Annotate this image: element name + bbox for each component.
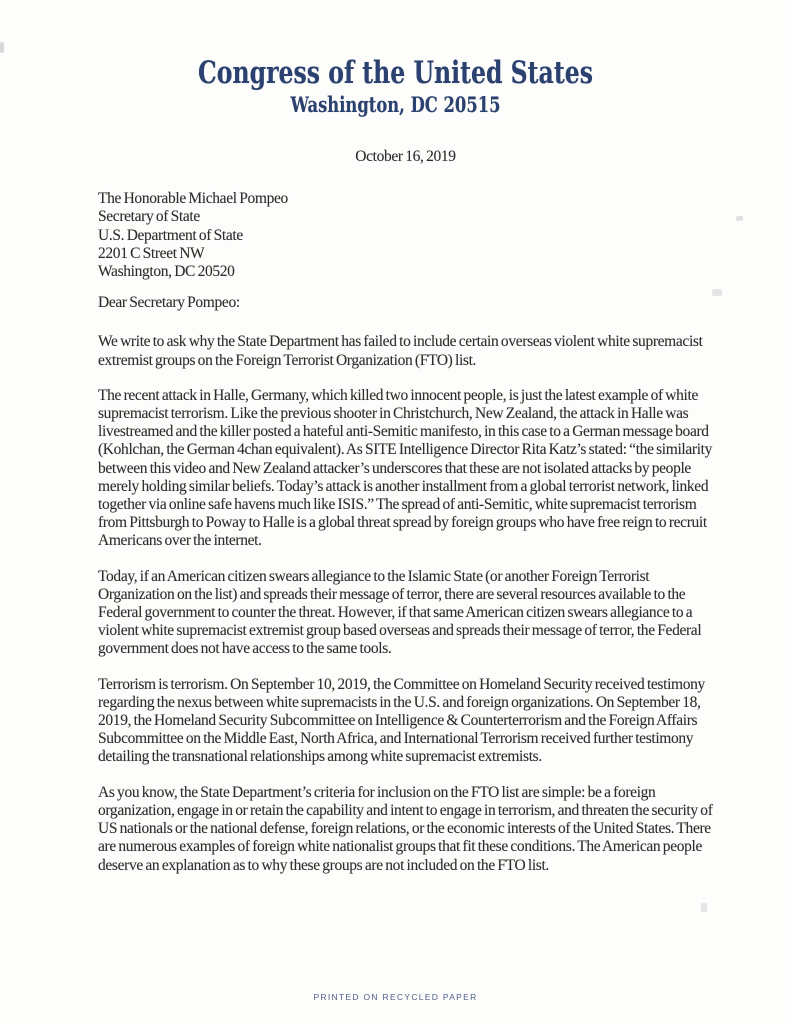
recipient-city: Washington, DC 20520 xyxy=(98,263,235,281)
scan-artifact-left-edge xyxy=(0,42,4,53)
salutation: Dear Secretary Pompeo: xyxy=(98,294,240,312)
recipient-department: U.S. Department of State xyxy=(98,226,243,244)
recipient-address-block xyxy=(98,190,713,281)
scan-artifact-right-2 xyxy=(712,289,722,296)
recipient-name: The Honorable Michael Pompeo xyxy=(98,190,288,208)
scan-artifact-right-3 xyxy=(701,903,707,912)
paragraph-1: We write to ask why the State Department has failed to include certain overseas violent white supremacist extremist groups on the Foreign Terrorist Organization (FTO) list. xyxy=(98,333,703,369)
letter-date: October 16, 2019 xyxy=(355,148,456,165)
paragraph-5: As you know, the State Department’s criteria for inclusion on the FTO list are simple: be a foreign organization, engage in or retain the capability and intent to engage in terrorism, and threaten the security of US nationals or the national defense, foreign relations, or the economic interests of the United States. There are numerous examples of foreign white nationalist groups that fit these conditions. The American people deserve an explanation as to why these groups are not included on the FTO list. xyxy=(98,783,713,874)
scan-artifact-right-1 xyxy=(736,216,743,221)
letter-body xyxy=(0,148,791,875)
recipient-street: 2201 C Street NW xyxy=(98,244,205,262)
letterhead-city-line: Washington, DC 20515 xyxy=(290,92,501,117)
recycled-paper-notice: PRINTED ON RECYCLED PAPER xyxy=(313,992,478,1002)
paragraph-2: The recent attack in Halle, Germany, which killed two innocent people, is just the latest example of white supremacist terrorism. Like the previous shooter in Christchurch, New Zealand, the attack in Halle was livestreamed and the killer posted a hateful anti-Semitic manifesto, in this case to a German message board (Kohlchan, the German 4chan equivalent). As SITE Intelligence Director Rita Katz’s stated: “the similarity between this video and New Zealand attacker’s underscores that these are not isolated attacks by people merely holding similar beliefs. Today’s attack is another installment from a global terrorist network, linked together via online safe havens much like ISIS.” The spread of anti-Semitic, white supremacist terrorism from Pittsburgh to Poway to Halle is a global threat spread by foreign groups who have free reign to recruit Americans over the internet. xyxy=(98,386,713,550)
letterhead-title: Congress of the United States xyxy=(198,55,593,91)
recipient-title: Secretary of State xyxy=(98,208,200,226)
letterhead xyxy=(0,0,791,117)
paragraph-3: Today, if an American citizen swears allegiance to the Islamic State (or another Foreign Terrorist Organization on the list) and spreads their message of terror, there are several resources available to the Federal government to counter the threat. However, if that same American citizen swears allegiance to a violent white supremacist extremist group based overseas and spreads their message of terror, the Federal government does not have access to the same tools. xyxy=(98,567,702,658)
paragraph-4: Terrorism is terrorism. On September 10, 2019, the Committee on Homeland Security received testimony regarding the nexus between white supremacists in the U.S. and foreign organizations. On September 18, 2019, the Homeland Security Subcommittee on Intelligence & Counterterrorism and the Foreign Affairs Subcommittee on the Middle East, North Africa, and International Terrorism received further testimony detailing the transnational relationships among white supremacist extremists. xyxy=(98,675,705,766)
